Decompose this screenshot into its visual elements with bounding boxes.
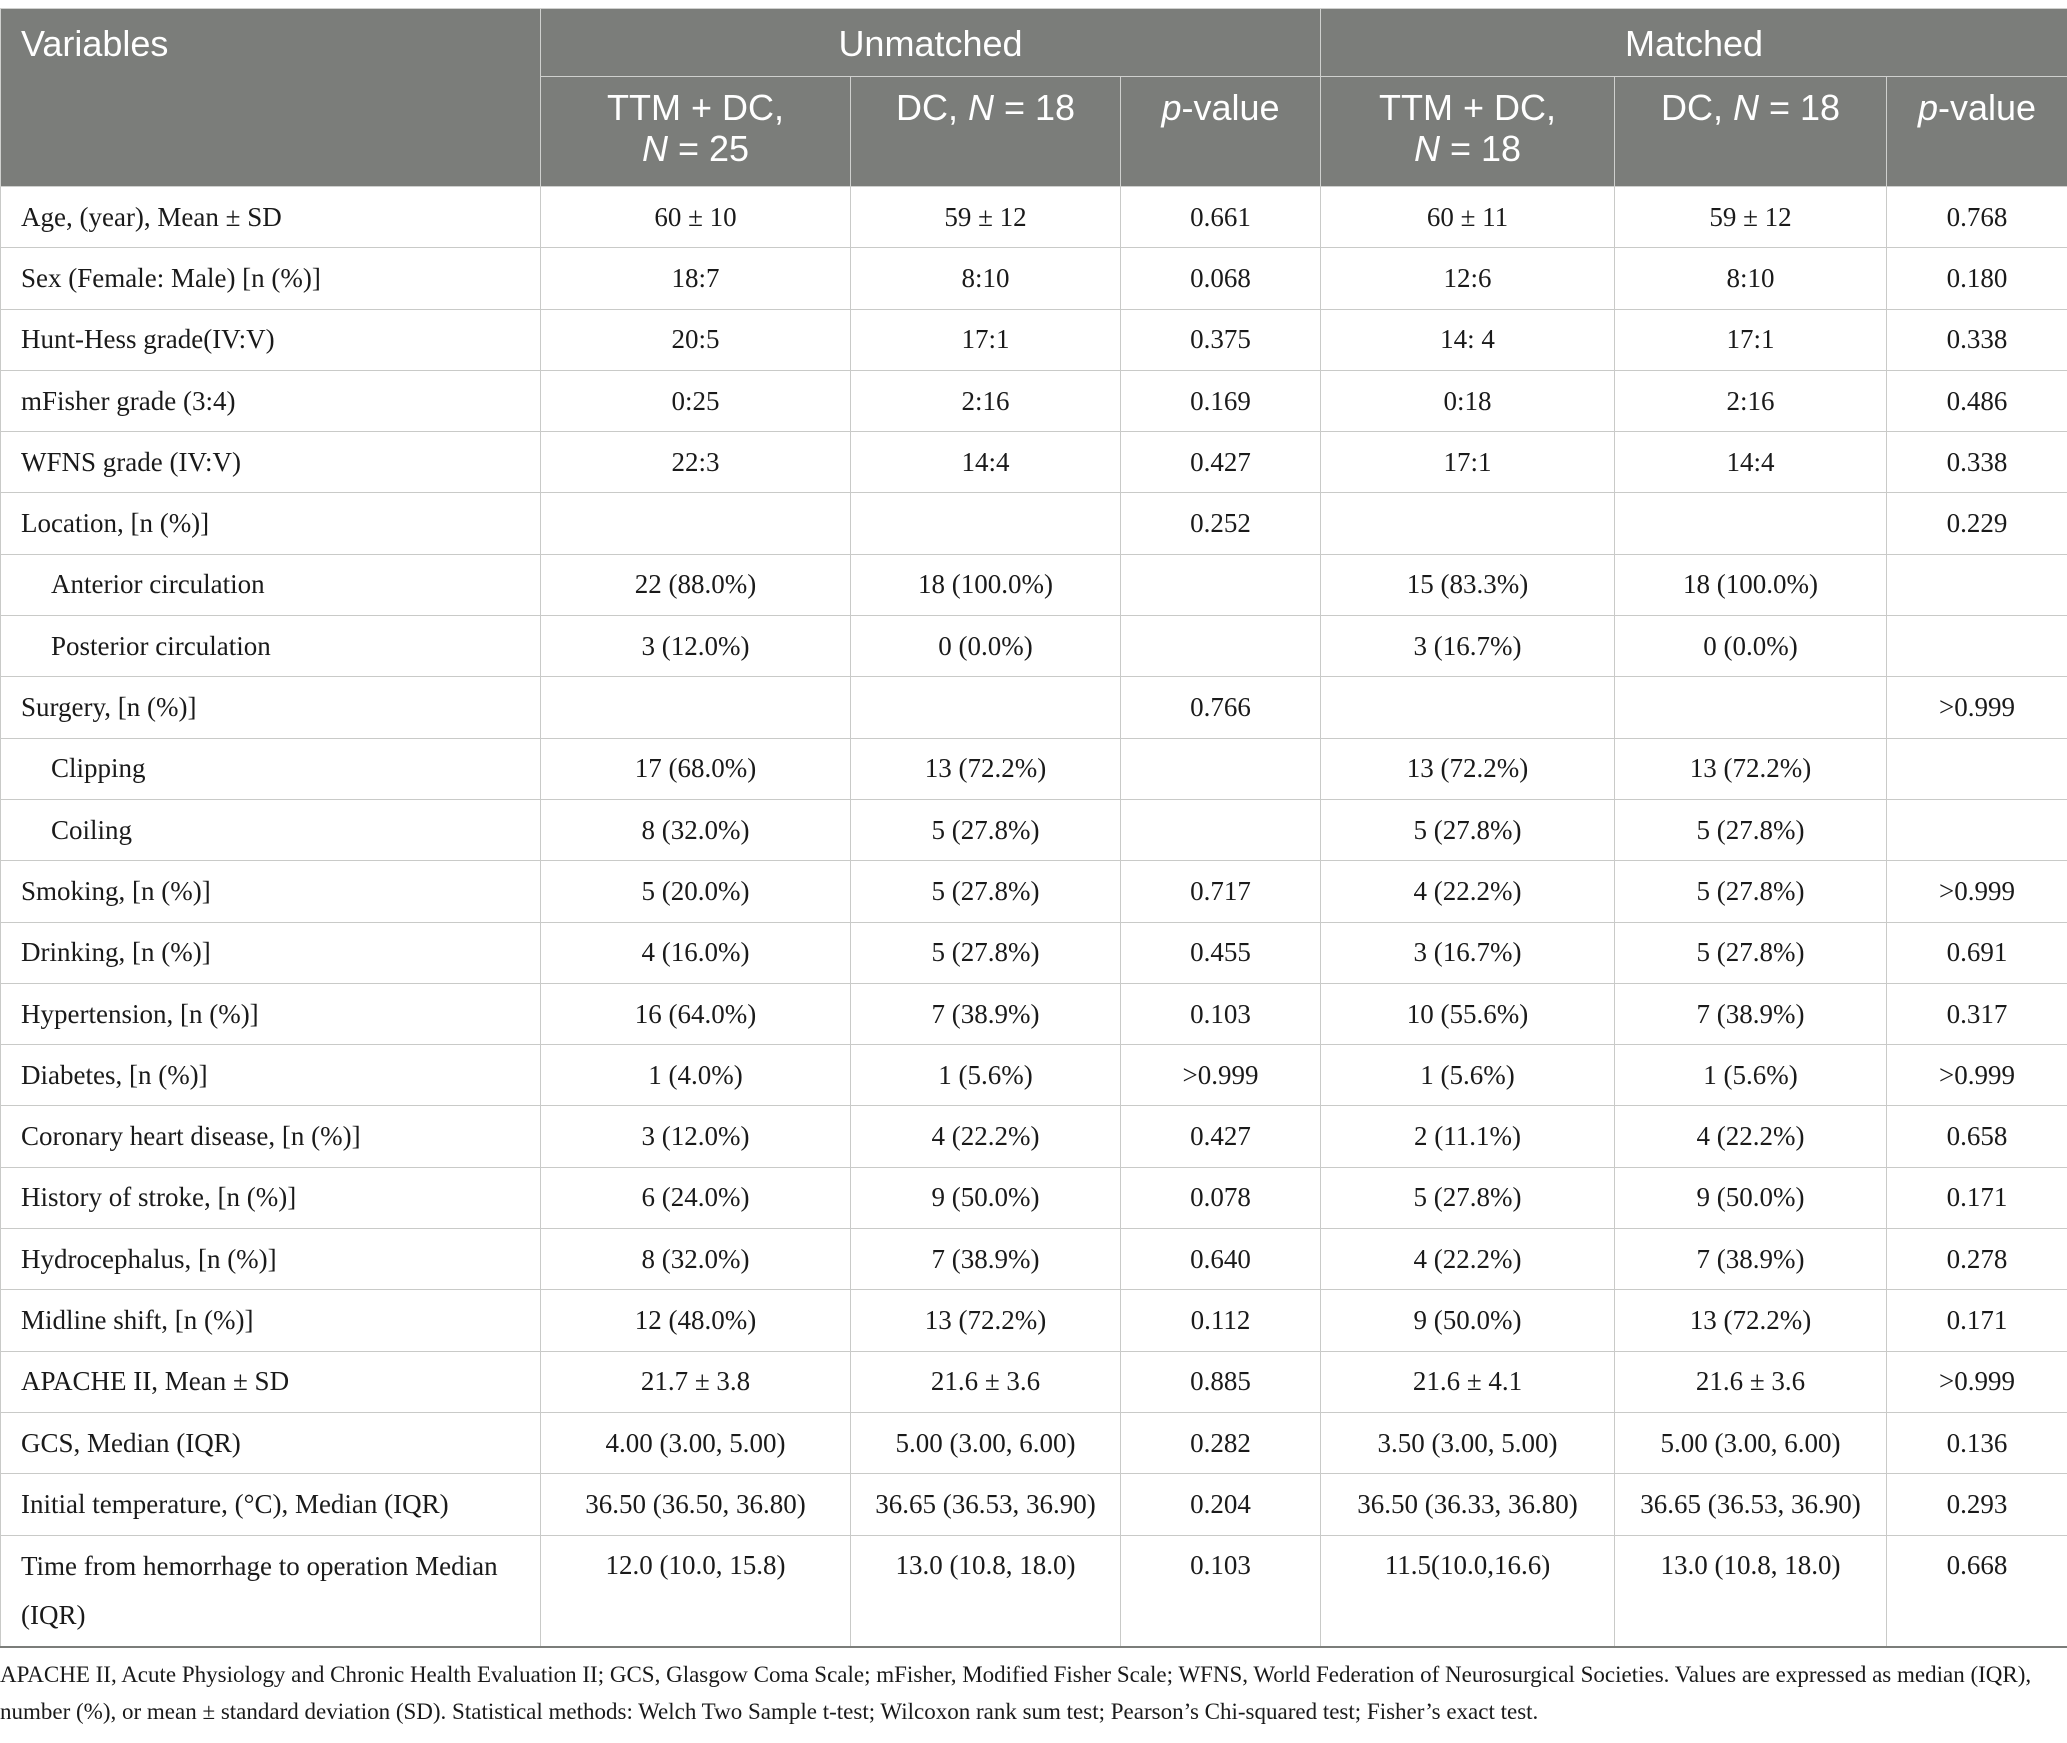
n-value: = 25	[667, 128, 750, 169]
table-row	[1, 1351, 2067, 1412]
dc-unmatched-cell: 59 ± 12	[851, 187, 1121, 248]
ttm-dc-matched-cell: 4 (22.2%)	[1321, 1229, 1615, 1290]
p-value-unmatched-cell: >0.999	[1121, 1045, 1321, 1106]
ttm-dc-matched-cell: 13 (72.2%)	[1321, 738, 1615, 799]
ttm-dc-matched-cell: 17:1	[1321, 432, 1615, 493]
ttm-dc-matched-cell: 21.6 ± 4.1	[1321, 1351, 1615, 1412]
p-value-matched-cell	[1887, 554, 2067, 615]
p-value-unmatched-cell: 0.169	[1121, 370, 1321, 431]
p-value-unmatched-cell: 0.252	[1121, 493, 1321, 554]
ttm-dc-matched-cell	[1321, 677, 1615, 738]
table-row	[1, 922, 2067, 983]
p-symbol: p	[1161, 87, 1182, 128]
row-label: Smoking, [n (%)]	[1, 861, 541, 922]
row-label: Drinking, [n (%)]	[1, 922, 541, 983]
table-row	[1, 799, 2067, 860]
p-value-matched-cell: 0.768	[1887, 187, 2067, 248]
table-row	[1, 1290, 2067, 1351]
table-row	[1, 493, 2067, 554]
dc-matched-cell: 5.00 (3.00, 6.00)	[1615, 1412, 1887, 1473]
p-value-matched-cell: >0.999	[1887, 677, 2067, 738]
table-row	[1, 616, 2067, 677]
row-label: Posterior circulation	[1, 616, 541, 677]
dc-unmatched-cell: 13 (72.2%)	[851, 1290, 1121, 1351]
p-value-unmatched-cell: 0.103	[1121, 983, 1321, 1044]
table-row	[1, 1229, 2067, 1290]
dc-unmatched-cell: 17:1	[851, 309, 1121, 370]
dc-unmatched-cell: 14:4	[851, 432, 1121, 493]
dc-unmatched-cell	[851, 493, 1121, 554]
baseline-characteristics-table-container	[0, 8, 2067, 1648]
ttm-dc-unmatched-cell: 36.50 (36.50, 36.80)	[541, 1474, 851, 1535]
dc-matched-cell	[1615, 677, 1887, 738]
header-p-value-unmatched	[1121, 77, 1321, 187]
table-row	[1, 738, 2067, 799]
ttm-dc-unmatched-cell: 18:7	[541, 248, 851, 309]
row-label: Clipping	[1, 738, 541, 799]
p-value-unmatched-cell	[1121, 799, 1321, 860]
dc-unmatched-cell: 4 (22.2%)	[851, 1106, 1121, 1167]
table-row	[1, 1045, 2067, 1106]
ttm-dc-matched-cell: 60 ± 11	[1321, 187, 1615, 248]
dc-matched-cell: 7 (38.9%)	[1615, 983, 1887, 1044]
dc-matched-cell: 13.0 (10.8, 18.0)	[1615, 1535, 1887, 1647]
p-value-unmatched-cell: 0.282	[1121, 1412, 1321, 1473]
ttm-dc-unmatched-cell: 8 (32.0%)	[541, 799, 851, 860]
dc-unmatched-cell: 36.65 (36.53, 36.90)	[851, 1474, 1121, 1535]
ttm-dc-unmatched-cell: 12.0 (10.0, 15.8)	[541, 1535, 851, 1647]
dc-unmatched-cell: 13.0 (10.8, 18.0)	[851, 1535, 1121, 1647]
header-text: TTM + DC,	[1379, 87, 1556, 128]
p-value-unmatched-cell	[1121, 554, 1321, 615]
row-label: APACHE II, Mean ± SD	[1, 1351, 541, 1412]
dc-matched-cell	[1615, 493, 1887, 554]
p-value-unmatched-cell: 0.717	[1121, 861, 1321, 922]
p-value-matched-cell: 0.338	[1887, 432, 2067, 493]
dc-matched-cell: 5 (27.8%)	[1615, 922, 1887, 983]
dc-matched-cell: 5 (27.8%)	[1615, 861, 1887, 922]
table-row	[1, 432, 2067, 493]
dc-unmatched-cell: 7 (38.9%)	[851, 983, 1121, 1044]
ttm-dc-unmatched-cell: 0:25	[541, 370, 851, 431]
n-symbol: N	[1413, 128, 1440, 169]
dc-matched-cell: 18 (100.0%)	[1615, 554, 1887, 615]
dc-unmatched-cell: 0 (0.0%)	[851, 616, 1121, 677]
p-value-unmatched-cell: 0.640	[1121, 1229, 1321, 1290]
dc-matched-cell: 4 (22.2%)	[1615, 1106, 1887, 1167]
ttm-dc-matched-cell: 15 (83.3%)	[1321, 554, 1615, 615]
table-body	[1, 187, 2067, 1648]
p-value-matched-cell: 0.486	[1887, 370, 2067, 431]
row-label: Anterior circulation	[1, 554, 541, 615]
p-value-unmatched-cell: 0.112	[1121, 1290, 1321, 1351]
table-header	[1, 9, 2067, 187]
ttm-dc-unmatched-cell: 16 (64.0%)	[541, 983, 851, 1044]
dc-unmatched-cell: 5 (27.8%)	[851, 799, 1121, 860]
dc-matched-cell: 5 (27.8%)	[1615, 799, 1887, 860]
header-p-value-matched	[1887, 77, 2067, 187]
n-value: = 18	[1439, 128, 1522, 169]
row-label: mFisher grade (3:4)	[1, 370, 541, 431]
p-value-unmatched-cell: 0.885	[1121, 1351, 1321, 1412]
row-label: WFNS grade (IV:V)	[1, 432, 541, 493]
ttm-dc-matched-cell: 36.50 (36.33, 36.80)	[1321, 1474, 1615, 1535]
dc-matched-cell: 36.65 (36.53, 36.90)	[1615, 1474, 1887, 1535]
dc-matched-cell: 9 (50.0%)	[1615, 1167, 1887, 1228]
n-symbol: N	[641, 128, 668, 169]
ttm-dc-unmatched-cell: 21.7 ± 3.8	[541, 1351, 851, 1412]
table-row	[1, 677, 2067, 738]
table-row	[1, 861, 2067, 922]
dc-unmatched-cell: 21.6 ± 3.6	[851, 1351, 1121, 1412]
p-value-matched-cell: 0.278	[1887, 1229, 2067, 1290]
p-value-matched-cell: 0.229	[1887, 493, 2067, 554]
ttm-dc-unmatched-cell: 4 (16.0%)	[541, 922, 851, 983]
ttm-dc-matched-cell: 3 (16.7%)	[1321, 616, 1615, 677]
dc-matched-cell: 7 (38.9%)	[1615, 1229, 1887, 1290]
table-row	[1, 1412, 2067, 1473]
ttm-dc-matched-cell: 3 (16.7%)	[1321, 922, 1615, 983]
dc-matched-cell: 59 ± 12	[1615, 187, 1887, 248]
dc-unmatched-cell: 18 (100.0%)	[851, 554, 1121, 615]
table-row	[1, 554, 2067, 615]
row-label: Surgery, [n (%)]	[1, 677, 541, 738]
dc-unmatched-cell: 8:10	[851, 248, 1121, 309]
p-value-matched-cell: >0.999	[1887, 861, 2067, 922]
row-label: Diabetes, [n (%)]	[1, 1045, 541, 1106]
table-footnote: APACHE II, Acute Physiology and Chronic Health Evaluation II; GCS, Glasgow Coma Scale; mFisher, Modified Fisher Scale; WFNS, World Federation of Neurosurgical Societies. Values are expressed as median (IQR), number (%), or mean ± standard deviation (SD). Statistical methods: Welch Two Sample t-test; Wilcoxon rank sum test; Pearson’s Chi-squared test; Fisher’s exact test.	[0, 1662, 2032, 1724]
header-unmatched-group: Unmatched	[541, 9, 1321, 77]
table-row	[1, 1535, 2067, 1647]
ttm-dc-unmatched-cell: 17 (68.0%)	[541, 738, 851, 799]
ttm-dc-unmatched-cell: 4.00 (3.00, 5.00)	[541, 1412, 851, 1473]
header-variables: Variables	[1, 9, 541, 187]
dc-matched-cell: 14:4	[1615, 432, 1887, 493]
dc-unmatched-cell: 13 (72.2%)	[851, 738, 1121, 799]
header-text: DC,	[895, 87, 968, 128]
n-symbol: N	[967, 87, 994, 128]
ttm-dc-matched-cell	[1321, 493, 1615, 554]
ttm-dc-unmatched-cell: 22 (88.0%)	[541, 554, 851, 615]
ttm-dc-matched-cell: 14: 4	[1321, 309, 1615, 370]
row-label: Hunt-Hess grade(IV:V)	[1, 309, 541, 370]
n-symbol: N	[1732, 87, 1759, 128]
table-row	[1, 187, 2067, 248]
ttm-dc-unmatched-cell: 22:3	[541, 432, 851, 493]
p-value-matched-cell: 0.136	[1887, 1412, 2067, 1473]
row-label: Location, [n (%)]	[1, 493, 541, 554]
p-value-unmatched-cell	[1121, 738, 1321, 799]
ttm-dc-matched-cell: 1 (5.6%)	[1321, 1045, 1615, 1106]
row-label: Initial temperature, (°C), Median (IQR)	[1, 1474, 541, 1535]
dc-unmatched-cell	[851, 677, 1121, 738]
ttm-dc-unmatched-cell: 8 (32.0%)	[541, 1229, 851, 1290]
row-label: Time from hemorrhage to operation Median (IQR)	[1, 1535, 541, 1647]
row-label: Hypertension, [n (%)]	[1, 983, 541, 1044]
dc-matched-cell: 13 (72.2%)	[1615, 738, 1887, 799]
dc-matched-cell: 21.6 ± 3.6	[1615, 1351, 1887, 1412]
baseline-characteristics-table	[0, 8, 2067, 1648]
header-dc-unmatched	[851, 77, 1121, 187]
p-value-matched-cell	[1887, 738, 2067, 799]
table-row	[1, 1106, 2067, 1167]
table-row	[1, 248, 2067, 309]
dc-matched-cell: 2:16	[1615, 370, 1887, 431]
dc-matched-cell: 0 (0.0%)	[1615, 616, 1887, 677]
p-value-matched-cell: 0.171	[1887, 1290, 2067, 1351]
p-value-matched-cell: 0.293	[1887, 1474, 2067, 1535]
p-value-unmatched-cell: 0.455	[1121, 922, 1321, 983]
p-value-unmatched-cell: 0.204	[1121, 1474, 1321, 1535]
p-value-matched-cell: 0.171	[1887, 1167, 2067, 1228]
ttm-dc-unmatched-cell: 1 (4.0%)	[541, 1045, 851, 1106]
ttm-dc-unmatched-cell	[541, 493, 851, 554]
ttm-dc-matched-cell: 11.5(10.0,16.6)	[1321, 1535, 1615, 1647]
row-label: Coiling	[1, 799, 541, 860]
p-value-unmatched-cell: 0.068	[1121, 248, 1321, 309]
p-value-unmatched-cell: 0.078	[1121, 1167, 1321, 1228]
header-dc-matched	[1615, 77, 1887, 187]
p-value-matched-cell	[1887, 616, 2067, 677]
ttm-dc-matched-cell: 4 (22.2%)	[1321, 861, 1615, 922]
dc-unmatched-cell: 5 (27.8%)	[851, 922, 1121, 983]
header-matched-group: Matched	[1321, 9, 2067, 77]
p-value-unmatched-cell: 0.103	[1121, 1535, 1321, 1647]
ttm-dc-matched-cell: 3.50 (3.00, 5.00)	[1321, 1412, 1615, 1473]
n-value: = 18	[993, 87, 1076, 128]
row-label: History of stroke, [n (%)]	[1, 1167, 541, 1228]
p-value-unmatched-cell	[1121, 616, 1321, 677]
dc-unmatched-cell: 2:16	[851, 370, 1121, 431]
header-text: TTM + DC,	[607, 87, 784, 128]
dc-unmatched-cell: 5 (27.8%)	[851, 861, 1121, 922]
p-value-unmatched-cell: 0.427	[1121, 432, 1321, 493]
row-label: Sex (Female: Male) [n (%)]	[1, 248, 541, 309]
table-row	[1, 370, 2067, 431]
header-row-groups	[1, 9, 2067, 77]
ttm-dc-unmatched-cell: 5 (20.0%)	[541, 861, 851, 922]
row-label: Hydrocephalus, [n (%)]	[1, 1229, 541, 1290]
p-value-unmatched-cell: 0.375	[1121, 309, 1321, 370]
ttm-dc-matched-cell: 10 (55.6%)	[1321, 983, 1615, 1044]
p-suffix: -value	[1181, 87, 1280, 128]
ttm-dc-matched-cell: 12:6	[1321, 248, 1615, 309]
dc-matched-cell: 17:1	[1615, 309, 1887, 370]
header-ttm-dc-matched	[1321, 77, 1615, 187]
row-label: Age, (year), Mean ± SD	[1, 187, 541, 248]
table-row	[1, 309, 2067, 370]
header-text: DC,	[1660, 87, 1733, 128]
dc-unmatched-cell: 1 (5.6%)	[851, 1045, 1121, 1106]
table-row	[1, 1474, 2067, 1535]
dc-unmatched-cell: 9 (50.0%)	[851, 1167, 1121, 1228]
ttm-dc-unmatched-cell: 12 (48.0%)	[541, 1290, 851, 1351]
ttm-dc-matched-cell: 9 (50.0%)	[1321, 1290, 1615, 1351]
ttm-dc-unmatched-cell	[541, 677, 851, 738]
ttm-dc-matched-cell: 5 (27.8%)	[1321, 1167, 1615, 1228]
table-row	[1, 983, 2067, 1044]
ttm-dc-unmatched-cell: 60 ± 10	[541, 187, 851, 248]
p-symbol: p	[1917, 87, 1938, 128]
header-ttm-dc-unmatched	[541, 77, 851, 187]
p-value-unmatched-cell: 0.766	[1121, 677, 1321, 738]
ttm-dc-matched-cell: 5 (27.8%)	[1321, 799, 1615, 860]
ttm-dc-unmatched-cell: 3 (12.0%)	[541, 1106, 851, 1167]
ttm-dc-unmatched-cell: 20:5	[541, 309, 851, 370]
dc-unmatched-cell: 5.00 (3.00, 6.00)	[851, 1412, 1121, 1473]
row-label: GCS, Median (IQR)	[1, 1412, 541, 1473]
p-value-matched-cell: 0.691	[1887, 922, 2067, 983]
p-value-matched-cell: 0.180	[1887, 248, 2067, 309]
p-suffix: -value	[1937, 87, 2037, 128]
ttm-dc-matched-cell: 2 (11.1%)	[1321, 1106, 1615, 1167]
row-label: Midline shift, [n (%)]	[1, 1290, 541, 1351]
p-value-matched-cell	[1887, 799, 2067, 860]
p-value-matched-cell: >0.999	[1887, 1045, 2067, 1106]
ttm-dc-matched-cell: 0:18	[1321, 370, 1615, 431]
ttm-dc-unmatched-cell: 3 (12.0%)	[541, 616, 851, 677]
p-value-matched-cell: 0.658	[1887, 1106, 2067, 1167]
dc-matched-cell: 13 (72.2%)	[1615, 1290, 1887, 1351]
dc-matched-cell: 1 (5.6%)	[1615, 1045, 1887, 1106]
p-value-matched-cell: >0.999	[1887, 1351, 2067, 1412]
table-row	[1, 1167, 2067, 1228]
dc-unmatched-cell: 7 (38.9%)	[851, 1229, 1121, 1290]
row-label: Coronary heart disease, [n (%)]	[1, 1106, 541, 1167]
dc-matched-cell: 8:10	[1615, 248, 1887, 309]
p-value-matched-cell: 0.317	[1887, 983, 2067, 1044]
p-value-matched-cell: 0.668	[1887, 1535, 2067, 1647]
p-value-unmatched-cell: 0.661	[1121, 187, 1321, 248]
p-value-unmatched-cell: 0.427	[1121, 1106, 1321, 1167]
n-value: = 18	[1758, 87, 1841, 128]
p-value-matched-cell: 0.338	[1887, 309, 2067, 370]
ttm-dc-unmatched-cell: 6 (24.0%)	[541, 1167, 851, 1228]
